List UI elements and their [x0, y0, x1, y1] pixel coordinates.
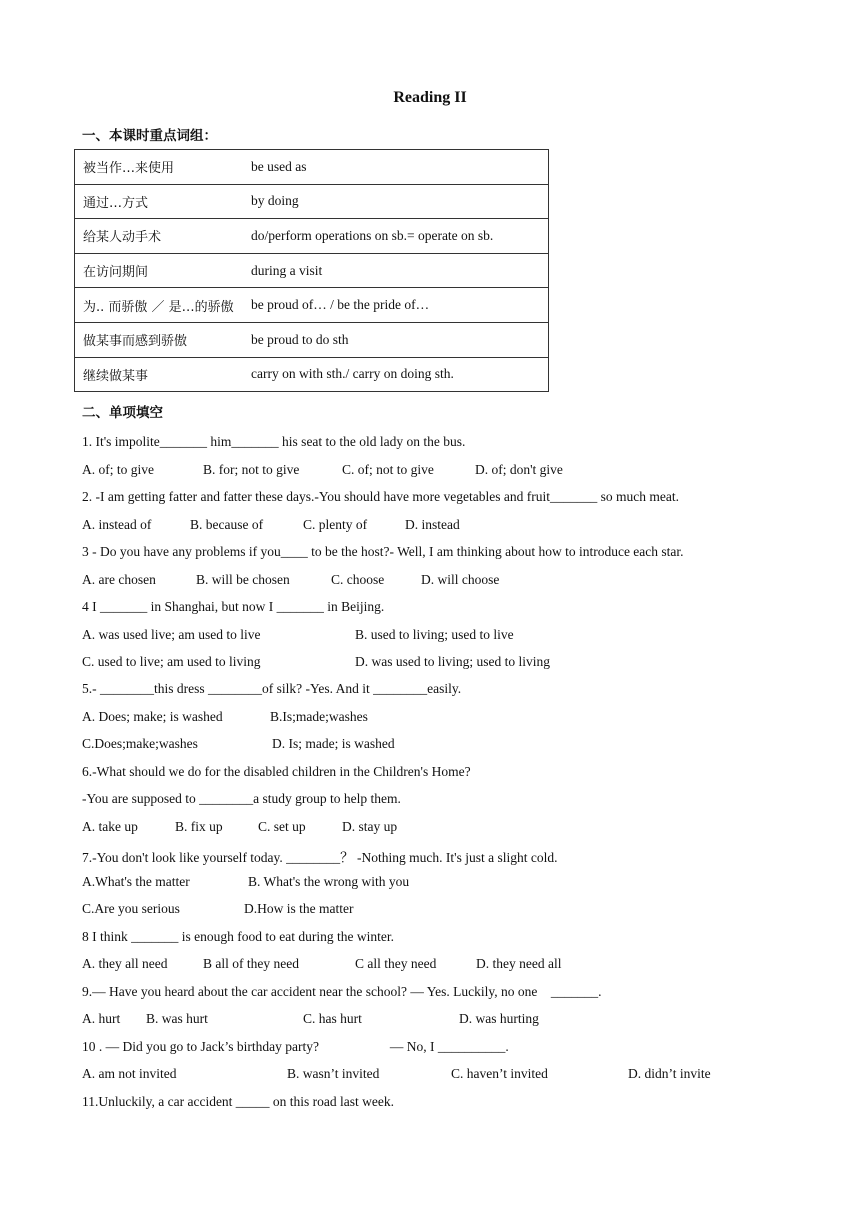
vocab-en: carry on with sth./ carry on doing sth. [249, 357, 549, 392]
section-heading-exercises: 二、单项填空 [82, 405, 163, 421]
table-row [75, 357, 549, 392]
option-c: C. of; not to give [342, 462, 434, 477]
option-d: D. stay up [342, 819, 398, 834]
vocab-cn: 在访问期间 [75, 253, 250, 288]
table-row [75, 253, 549, 288]
option-b: B.Is;made;washes [270, 709, 368, 724]
table-row [75, 288, 549, 323]
option-a: A. am not invited [82, 1066, 177, 1081]
option-c: C. plenty of [303, 517, 368, 532]
option-d: D. of; don't give [475, 462, 563, 477]
option-c: C. choose [331, 572, 385, 587]
option-b: B. will be chosen [196, 572, 290, 587]
vocab-en: be used as [249, 150, 549, 185]
table-row [75, 184, 549, 219]
option-a: A. was used live; am used to live [82, 627, 261, 642]
option-a: A. take up [82, 819, 138, 834]
page-title: Reading II [393, 89, 467, 106]
vocab-en: do/perform operations on sb.= operate on sb. [249, 219, 549, 254]
option-c: C. used to live; am used to living [82, 654, 261, 669]
option-c: C. set up [258, 819, 306, 834]
option-d: D. didn’t invite [628, 1066, 711, 1081]
vocab-table [74, 149, 549, 392]
vocab-cn: 为.. 而骄傲 ／ 是…的骄傲 [75, 288, 250, 323]
option-c: C all they need [355, 956, 437, 971]
option-d: D. was hurting [459, 1011, 539, 1026]
option-d: D.How is the matter [244, 901, 354, 916]
option-a: A. instead of [82, 517, 152, 532]
vocab-cn: 继续做某事 [75, 357, 250, 392]
question-stem-continued: -You are supposed to ________a study group to help them. [82, 791, 401, 806]
section-heading-phrases: 一、本课时重点词组： [82, 128, 217, 144]
question-stem: 7.-You don't look like yourself today. ________？ -Nothing much. It's just a slight cold. [82, 850, 558, 865]
question-stem: 3 - Do you have any problems if you____ to be the host?- Well, I am thinking about how to introduce each star. [82, 544, 684, 559]
option-d: D. they need all [476, 956, 562, 971]
question-stem: 6.-What should we do for the disabled children in the Children's Home? [82, 764, 471, 779]
option-d: D. Is; made; is washed [272, 736, 395, 751]
question-stem: 10 . — Did you go to Jack’s birthday party? — No, I __________. [82, 1039, 509, 1054]
option-b: B. What's the wrong with you [248, 874, 410, 889]
option-d: D. was used to living; used to living [355, 654, 550, 669]
option-b: B. for; not to give [203, 462, 300, 477]
option-c: C. haven’t invited [451, 1066, 548, 1081]
option-b: B. used to living; used to live [355, 627, 514, 642]
question-stem: 11.Unluckily, a car accident _____ on this road last week. [82, 1094, 395, 1109]
option-a: A. hurt [82, 1011, 121, 1026]
option-b: B. was hurt [146, 1011, 208, 1026]
vocab-cn: 被当作…来使用 [75, 150, 250, 185]
table-row [75, 322, 549, 357]
option-a: A. they all need [82, 956, 168, 971]
question-stem: 9.— Have you heard about the car accident near the school? — Yes. Luckily, no one _______. [82, 984, 602, 999]
option-c: C. has hurt [303, 1011, 362, 1026]
table-row [75, 150, 549, 185]
question-stem: 4 I _______ in Shanghai, but now I _______ in Beijing. [82, 599, 385, 614]
vocab-cn: 做某事而感到骄傲 [75, 322, 250, 357]
vocab-en: be proud to do sth [249, 322, 549, 357]
option-a: A. of; to give [82, 462, 154, 477]
question-stem: 2. -I am getting fatter and fatter these days.-You should have more vegetables and fruit_______ so much meat. [82, 489, 679, 504]
option-d: D. will choose [421, 572, 500, 587]
vocab-en: during a visit [249, 253, 549, 288]
vocab-en: by doing [249, 184, 549, 219]
question-stem: 1. It's impolite_______ him_______ his seat to the old lady on the bus. [82, 434, 466, 449]
option-d: D. instead [405, 517, 460, 532]
option-a: A. are chosen [82, 572, 156, 587]
option-a: A. Does; make; is washed [82, 709, 223, 724]
vocab-cn: 通过…方式 [75, 184, 250, 219]
option-c: C.Are you serious [82, 901, 180, 916]
option-b: B. fix up [175, 819, 223, 834]
option-b: B all of they need [203, 956, 299, 971]
vocab-cn: 给某人动手术 [75, 219, 250, 254]
question-stem: 5.- ________this dress ________of silk? -Yes. And it ________easily. [82, 681, 462, 696]
question-stem: 8 I think _______ is enough food to eat during the winter. [82, 929, 394, 944]
option-b: B. wasn’t invited [287, 1066, 380, 1081]
table-row [75, 219, 549, 254]
option-c: C.Does;make;washes [82, 736, 198, 751]
option-b: B. because of [190, 517, 264, 532]
vocab-en: be proud of… / be the pride of… [249, 288, 549, 323]
option-a: A.What's the matter [82, 874, 190, 889]
